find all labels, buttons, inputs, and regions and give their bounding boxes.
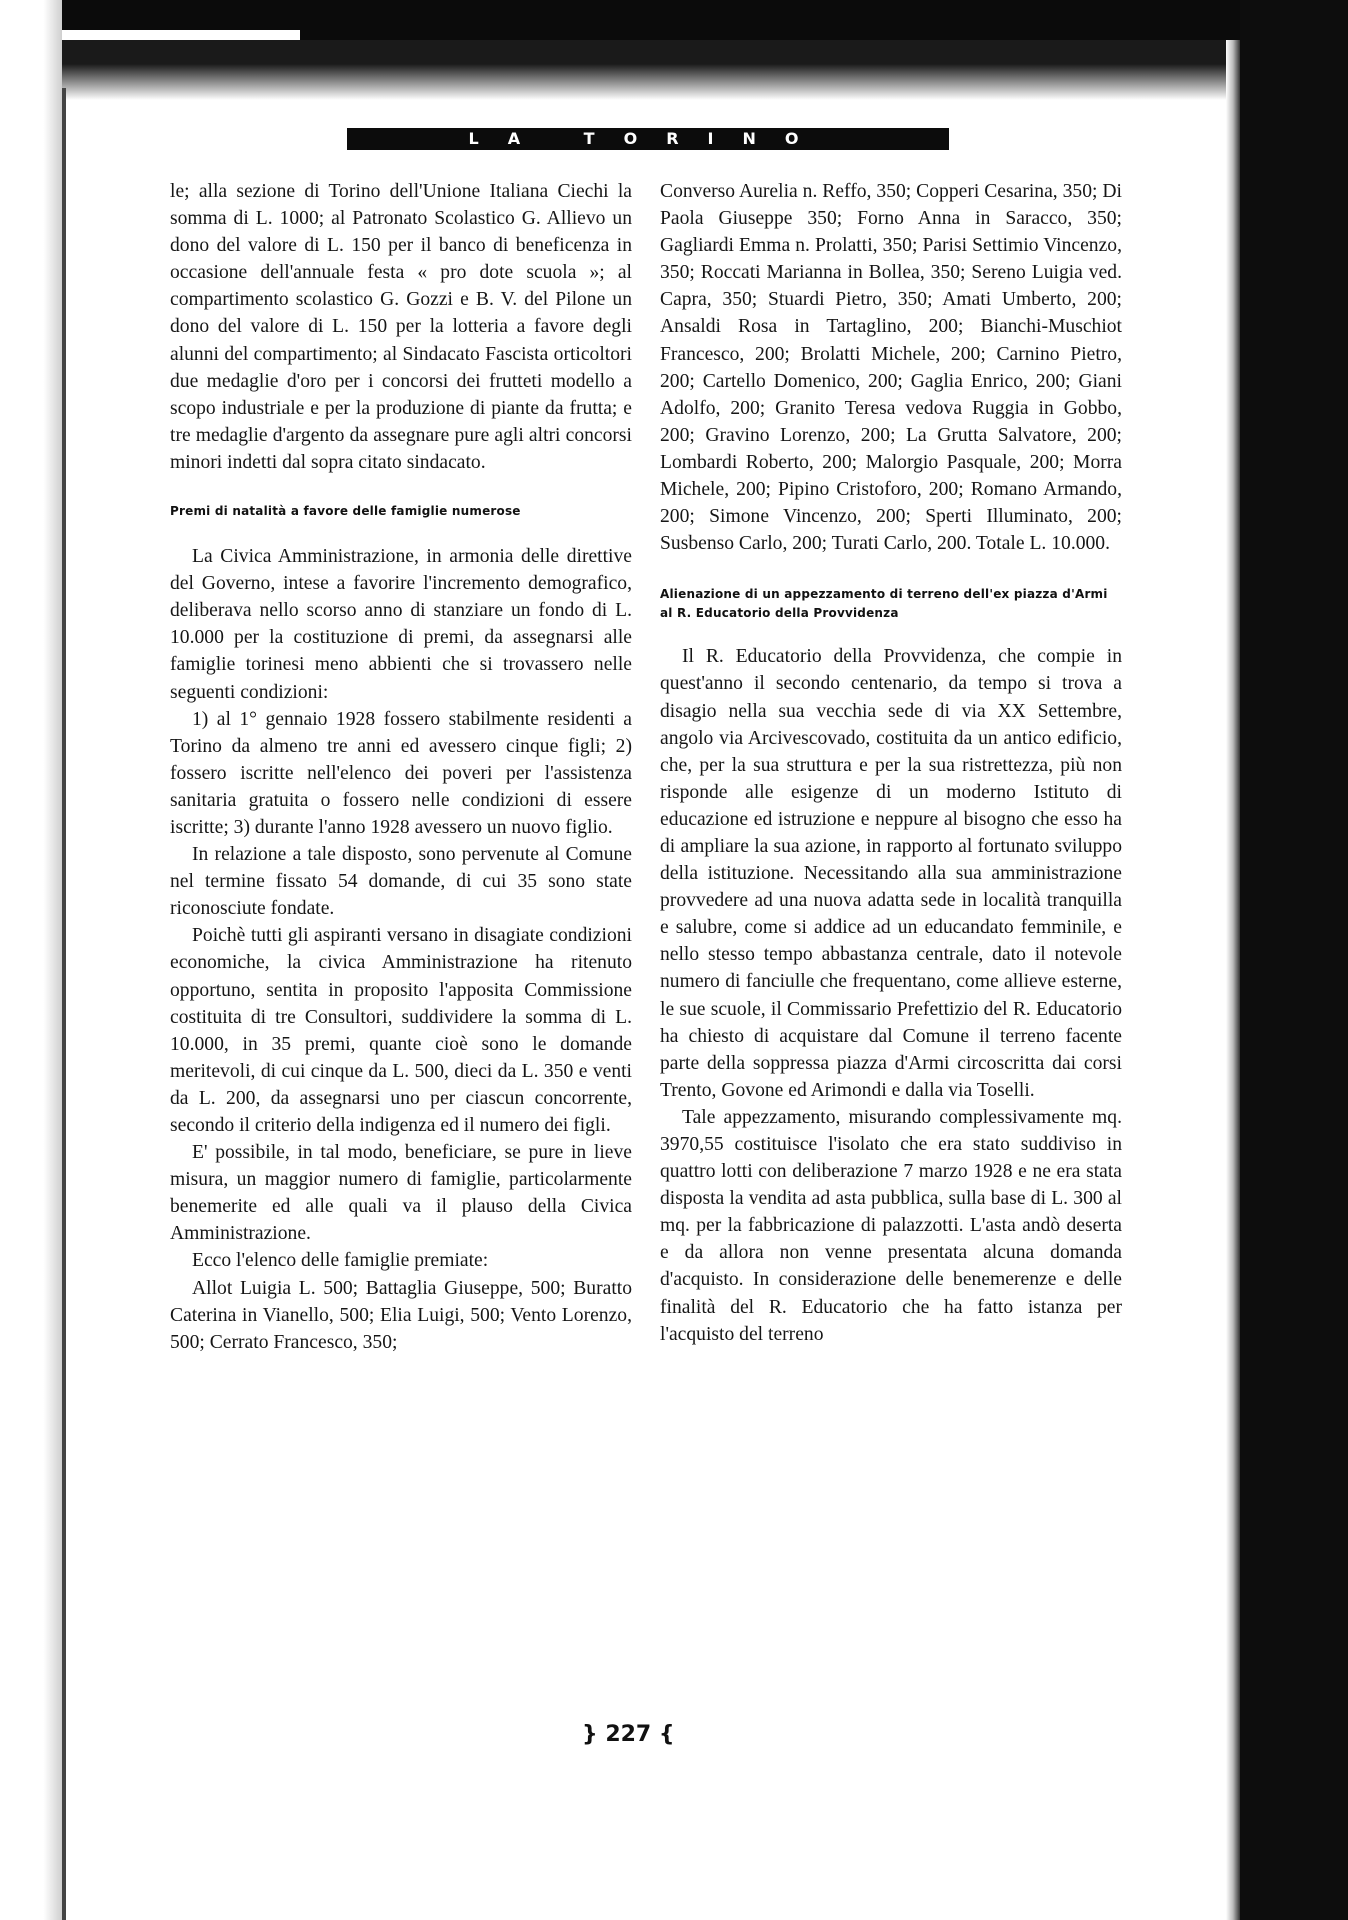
paragraph: La Civica Amministrazione, in armonia delle direttive del Governo, intese a favorire l'incremento demografico, deliberava nello scorso anno di stanziare un fondo di L. 10.000 per la costituzione di premi, da assegnarsi alle famiglie torinesi meno abbienti che si trovassero nelle seguenti condizioni: xyxy=(170,546,632,703)
scan-border-right-edge xyxy=(1226,40,1240,1920)
scan-border-right xyxy=(1240,0,1348,1920)
paragraph: 1) al 1° gennaio 1928 fossero stabilmente residenti a Torino da almeno tre anni ed avessero cinque figli; 2) fossero iscritte nell'elenco dei poveri per l'assistenza sanitaria gratuita o fossero nelle condizioni di essere iscritte; 3) durante l'anno 1928 avessero un nuovo figlio. xyxy=(170,708,632,838)
paragraph: Allot Luigia L. 500; Battaglia Giuseppe, 500; Buratto Caterina in Vianello, 500; Elia Luigi, 500; Vento Lorenzo, 500; Cerrato Francesco, 350; xyxy=(170,1277,632,1353)
paragraph: Poichè tutti gli aspiranti versano in disagiate condizioni economiche, la civica Amministrazione ha ritenuto opportuno, sentita in proposito l'apposita Commissione costituita di tre Consultori, suddividere la somma di L. 10.000, in 35 premi, quante cioè sono le domande meritevoli, di cui cinque da L. 500, dieci da L. 350 e venti da L. 200, da assegnarsi uno per ciascun concorrente, secondo il criterio della indigenza ed il numero dei figli. xyxy=(170,925,632,1136)
paragraph: le; alla sezione di Torino dell'Unione Italiana Ciechi la somma di L. 1000; al Patronato Scolastico G. Allievo un dono del valore di L. 150 per il banco di beneficenza in occasione dell'annuale festa « pro dote scuola »; al compartimento scolastico G. Gozzi e B. V. del Pilone un dono del valore di L. 150 per la lotteria a favore degli alunni del compartimento; al Sindacato Fascista orticoltori due medaglie d'oro per i concorsi dei frutteti modello a scopo industriale e per la produzione di piante da frutta; e tre medaglie d'argento da assegnare pure agli altri concorsi minori indetti dal sopra citato sindacato. xyxy=(170,181,632,473)
paragraph: Il R. Educatorio della Provvidenza, che compie in quest'anno il secondo centenario, da tempo si trova a disagio nella sua vecchia sede di via XX Settembre, angolo via Arcivescovado, costituita da un antico edificio, che, per la sua struttura e per la sua ristrettezza, più non risponde alle esigenze di un moderno Istituto di educazione ed istruzione e neppure al bisogno che esso ha di ampliare la sua azione, in rapporto al fortunato sviluppo della istituzione. Necessitando alla sua amministrazione provvedere ad una nuova adatta sede in località tranquilla e salubre, come si addice ad un educandato femminile, e nello stesso tempo abbastanza centrale, dato il notevole numero di fanciulle che frequentano, come allieve esterne, le sue scuole, il Commissario Prefettizio del R. Educatorio ha chiesto di acquistare dal Comune il terreno facente parte della soppressa piazza d'Armi circoscritta dai corsi Trento, Govone ed Arimondi e dalla via Toselli. xyxy=(660,646,1122,1101)
right-column xyxy=(660,178,1122,1348)
section-heading: Alienazione di un appezzamento di terreno dell'ex piazza d'Armi al R. Educatorio della Provvidenza xyxy=(660,587,1108,621)
scan-border-left xyxy=(0,0,62,1920)
scan-border-top xyxy=(300,0,1348,40)
paragraph: In relazione a tale disposto, sono pervenute al Comune nel termine fissato 54 domande, di cui 35 sono state riconosciute fondate. xyxy=(170,844,632,920)
paragraph: E' possibile, in tal modo, beneficiare, se pure in lieve misura, un maggior numero di famiglie, particolarmente benemerite ed alle quali va il plauso della Civica Amministrazione. xyxy=(170,1142,632,1245)
page-edge-shadow xyxy=(62,88,66,1920)
scan-border-top-strip xyxy=(60,40,1348,100)
left-column xyxy=(170,178,632,1356)
paragraph: Converso Aurelia n. Reffo, 350; Copperi Cesarina, 350; Di Paola Giuseppe 350; Forno Anna in Saracco, 350; Gagliardi Emma n. Prolatti, 350; Parisi Settimio Vincenzo, 350; Roccati Marianna in Bollea, 350; Sereno Luigia ved. Capra, 350; Stuardi Pietro, 350; Amati Umberto, 200; Ansaldi Rosa in Tartaglino, 200; Bianchi-Muschiot Francesco, 200; Brolatti Michele, 200; Carnino Pietro, 200; Cartello Domenico, 200; Gaglia Enrico, 200; Giani Adolfo, 200; Granito Teresa vedova Ruggia in Gobbo, 200; Gravino Lorenzo, 200; La Grutta Salvatore, 200; Lombardi Roberto, 200; Malorgio Pasquale, 200; Morra Michele, 200; Pipino Cristoforo, 200; Romano Armando, 200; Simone Vincenzo, 200; Sperti Illuminato, 200; Susbenso Carlo, 200; Turati Carlo, 200. Totale L. 10.000. xyxy=(660,181,1122,555)
paragraph: Tale appezzamento, misurando complessivamente mq. 3970,55 costituisce l'isolato che era stato suddiviso in quattro lotti con deliberazione 7 marzo 1928 e ne era stata disposta la vendita ad asta pubblica, sulla base di L. 300 al mq. per la fabbricazione di palazzotti. L'asta andò deserta e da allora non venne presentata alcuna domanda d'acquisto. In considerazione delle benemerenze e delle finalità del R. Educatorio che ha fatto istanza per l'acquisto del terreno xyxy=(660,1106,1122,1345)
paragraph: Ecco l'elenco delle famiglie premiate: xyxy=(192,1250,489,1272)
page-number: } 227 { xyxy=(582,1722,675,1747)
section-heading: Premi di natalità a favore delle famiglie numerose xyxy=(170,504,521,519)
running-header: LA TORINO SERIALE xyxy=(347,128,949,150)
